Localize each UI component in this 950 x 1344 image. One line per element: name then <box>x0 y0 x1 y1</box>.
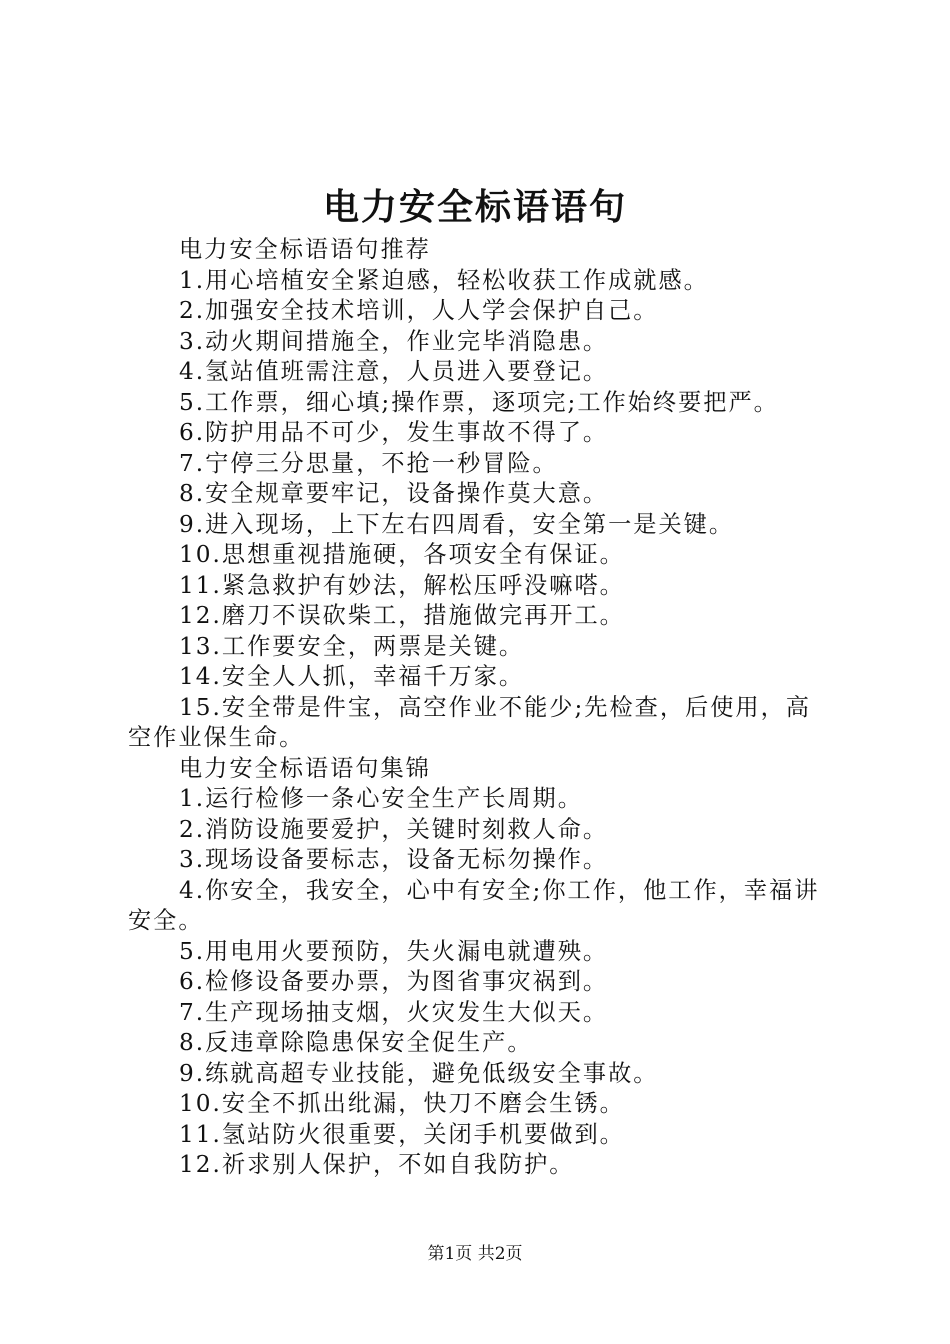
slogan-item: 8.安全规章要牢记，设备操作莫大意。 <box>179 480 609 507</box>
slogan-item: 11.紧急救护有妙法，解松压呼没嘛嗒。 <box>179 571 625 599</box>
section-heading: 电力安全标语语句推荐 <box>179 236 431 263</box>
slogan-item: 8.反违章除隐患保安全促生产。 <box>179 1029 533 1056</box>
slogan-item: 1.运行检修一条心安全生产长周期。 <box>179 785 583 812</box>
slogan-item: 5.用电用火要预防，失火漏电就遭殃。 <box>179 937 609 965</box>
slogan-item: 10.思想重视措施硬，各项安全有保证。 <box>179 541 625 568</box>
slogan-item: 14.安全人人抓，幸福千万家。 <box>179 663 525 690</box>
slogan-item: 7.生产现场抽支烟，火灾发生大似天。 <box>179 998 609 1026</box>
slogan-item: 6.检修设备要办票，为图省事灾祸到。 <box>179 968 609 995</box>
slogan-item: 7.宁停三分思量，不抢一秒冒险。 <box>179 449 558 477</box>
slogan-item: 1.用心培植安全紧迫感，轻松收获工作成就感。 <box>179 266 709 294</box>
slogan-item: 15.安全带是件宝，高空作业不能少;先检查，后使用，高空作业保生命。 <box>128 693 811 751</box>
slogan-item: 9.进入现场，上下左右四周看，安全第一是关键。 <box>179 510 735 538</box>
section-heading: 电力安全标语语句集锦 <box>179 754 431 782</box>
slogan-item: 6.防护用品不可少，发生事故不得了。 <box>179 419 609 446</box>
slogan-item: 3.动火期间措施全，作业完毕消隐患。 <box>179 327 609 355</box>
slogan-item: 10.安全不抓出纰漏，快刀不磨会生锈。 <box>179 1090 625 1117</box>
slogan-item: 11.氢站防火很重要，关闭手机要做到。 <box>179 1120 625 1148</box>
slogan-item: 2.加强安全技术培训，人人学会保护自己。 <box>179 297 659 324</box>
slogan-item: 3.现场设备要标志，设备无标勿操作。 <box>179 846 609 873</box>
slogan-item: 2.消防设施要爱护，关键时刻救人命。 <box>179 815 609 843</box>
document-body <box>128 235 834 1181</box>
slogan-item: 12.祈求别人保护，不如自我防护。 <box>179 1151 575 1178</box>
page-footer: 第1页 共2页 <box>427 1244 523 1264</box>
slogan-item: 9.练就高超专业技能，避免低级安全事故。 <box>179 1059 659 1087</box>
slogan-item: 4.氢站值班需注意，人员进入要登记。 <box>179 358 609 385</box>
slogan-item: 4.你安全，我安全，心中有安全;你工作，他工作，幸福讲安全。 <box>128 876 820 934</box>
slogan-item: 5.工作票，细心填;操作票，逐项完;工作始终要把严。 <box>179 388 779 416</box>
document-title: 电力安全标语语句 <box>322 187 627 228</box>
slogan-item: 12.磨刀不误砍柴工，措施做完再开工。 <box>179 602 625 629</box>
slogan-item: 13.工作要安全，两票是关键。 <box>179 632 525 660</box>
